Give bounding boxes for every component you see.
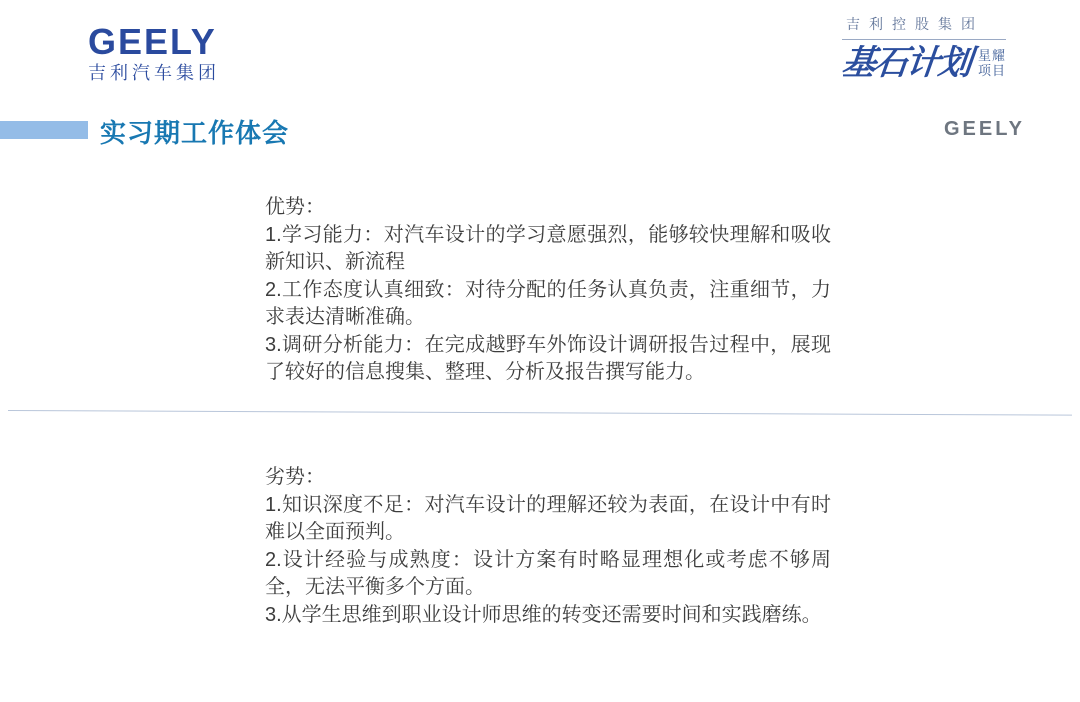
title-accent-bar: [0, 121, 88, 139]
strengths-item: 3.调研分析能力：在完成越野车外饰设计调研报告过程中，展现了较好的信息搜集、整理、分析及报告撰写能力。: [265, 333, 831, 383]
weaknesses-item: 2.设计经验与成熟度：设计方案有时略显理想化或考虑不够周全，无法平衡多个方面。: [265, 548, 831, 598]
geely-wordmark-blue: GEELY: [88, 21, 217, 62]
star-shine-project-label: [978, 48, 1006, 79]
weaknesses-item: 3.从学生思维到职业设计师思维的转变还需要时间和实践磨练。: [265, 603, 822, 626]
strengths-heading: 优势：: [265, 196, 325, 218]
logo-underline: [842, 39, 1006, 40]
holding-group-program-logo: [842, 14, 1012, 85]
geely-wordmark-gray: GEELY: [944, 118, 1025, 140]
program-sub-line1: 星耀: [978, 47, 1007, 63]
strengths-item: 1.学习能力：对汽车设计的学习意愿强烈，能够较快理解和吸收新知识、新流程: [265, 223, 831, 273]
strengths-item: 2.工作态度认真细致：对待分配的任务认真负责，注重细节，力求表达清晰准确。: [265, 278, 831, 328]
page-title: 实习期工作体会: [100, 118, 290, 148]
holding-group-name: 吉利控股集团: [846, 16, 984, 32]
program-sub-line2: 项目: [978, 63, 1007, 79]
geely-auto-group-logo: [88, 21, 220, 84]
section-divider-line: [8, 410, 1072, 416]
geely-auto-group-subtitle: 吉利汽车集团: [88, 63, 220, 83]
strengths-section: [265, 194, 831, 387]
weaknesses-heading: 劣势：: [265, 466, 325, 488]
weaknesses-section: [265, 464, 831, 629]
cornerstone-plan-logotype: 基石计划: [840, 44, 973, 82]
weaknesses-item: 1.知识深度不足：对汽车设计的理解还较为表面，在设计中有时难以全面预判。: [265, 493, 831, 543]
